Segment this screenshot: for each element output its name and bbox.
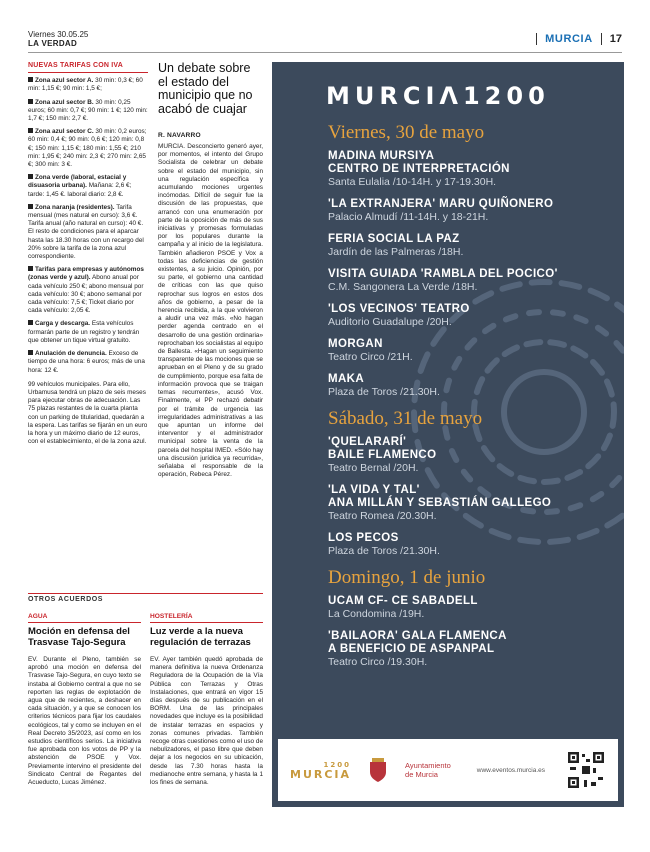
- article-byline: R. NAVARRO: [158, 132, 201, 139]
- tariff-item: [28, 320, 148, 345]
- page-header-right: [536, 33, 622, 45]
- event-item: [328, 150, 608, 189]
- otros-acuerdos: [28, 596, 263, 787]
- bullet-square-icon: [28, 174, 33, 179]
- event-venue-time: Palacio Almudí /11-14H. y 18-21H.: [328, 211, 489, 223]
- bullet-square-icon: [28, 266, 33, 271]
- event-name: FERIA SOCIAL LA PAZ: [328, 233, 460, 245]
- event-venue-time: Teatro Bernal /20H.: [328, 462, 419, 474]
- event-name-line2: ANA MILLÁN Y SEBASTIÁN GALLEGO: [328, 497, 552, 509]
- ayuntamiento-line: de Murcia: [405, 770, 438, 779]
- page-number: 17: [609, 33, 622, 45]
- event-venue-time: C.M. Sangonera La Verde /18H.: [328, 281, 478, 293]
- bullet-square-icon: [28, 77, 33, 82]
- event-name: 'BAILAORA' GALA FLAMENCA: [328, 630, 507, 642]
- qr-code-icon[interactable]: [566, 750, 606, 790]
- day-heading: Sábado, 31 de mayo: [328, 408, 483, 429]
- acuerdo-title: Luz verde a la nueva regulación de terrazas: [150, 626, 251, 648]
- event-name: 'QUELARARÍ': [328, 436, 407, 448]
- event-venue-time: Teatro Circo /19.30H.: [328, 656, 428, 668]
- events-url[interactable]: www.eventos.murcia.es: [476, 766, 546, 774]
- event-name: MORGAN: [328, 338, 383, 350]
- newspaper-name: LA VERDAD: [28, 39, 78, 48]
- tariff-text: Esta vehículos formarán parte de un registro y tendrán que obtener un tique virtual gratuito.: [28, 320, 140, 344]
- issue-date: Viernes 30.05.25: [28, 30, 89, 39]
- tariff-head: Zona azul sector C.: [35, 128, 94, 136]
- event-item: [328, 233, 608, 259]
- tariffs-continuation: 99 vehículos municipales. Para ello, Urbamusa tendrá un plazo de seis meses para ejecutar obras de adecuación. Las 75 plazas restantes de la cuarta planta con un parking de titularidad, quedarán a la espera. Las tarifas se fijarán en un euro la hora y un máximo diario de 12 euros, con el establecimiento, el de la zona azul.: [28, 380, 148, 446]
- event-name-line2: A BENEFICIO DE ASPANPAL: [328, 643, 495, 655]
- event-item: [328, 268, 608, 294]
- section-name: MURCIA: [545, 33, 593, 45]
- event-venue-time: Santa Eulalia /10-14H. y 17-19.30H.: [328, 176, 497, 188]
- tariff-head: Zona azul sector B.: [35, 98, 94, 106]
- day-heading: Domingo, 1 de junio: [328, 567, 486, 588]
- bullet-square-icon: [28, 99, 33, 104]
- footer-logo: [290, 760, 351, 780]
- tariff-head: Tarifas para empresas y autónomos (zonas verde y azul).: [28, 266, 144, 282]
- footer-logo-number: 1200: [323, 761, 352, 769]
- tariff-item: [28, 350, 148, 375]
- coat-of-arms-icon: [367, 757, 389, 783]
- tariff-text: 30 min: 0,3 €; 60 min: 1,15 €; 90 min: 1,5 €;: [28, 77, 143, 93]
- event-item: [328, 532, 608, 558]
- tariff-item: [28, 174, 148, 199]
- bullet-square-icon: [28, 128, 33, 133]
- event-name: UCAM CF- CE SABADELL: [328, 595, 478, 607]
- article: [158, 62, 263, 479]
- tariff-text: Abono anual por cada vehículo 250 €; abono mensual por cada vehículo: 30 €; abono semanal por cada vehículo: 7,5 €; Ticket diario por cada vehículo: 2,05 €.: [28, 274, 144, 315]
- header-rule: [28, 52, 622, 53]
- article-headline: Un debate sobre el estado del municipio que no acabó de cuajar: [158, 61, 253, 116]
- footer-logo-text: MURCIA: [290, 768, 352, 781]
- acuerdo-body: EV. Durante el Pleno, también se aprobó una moción en defensa del Trasvase Tajo-Segura, en cuyo texto se instaba al Gobierno central a que no se reporten las reglas de explotación de agua que de recientes, a deshacer en cada situación, y a que se conocen los criterios técnicos para fijar los caudales ecológicos, tal y como se incluyen en el Real Decreto 35/2023, así como en los estudios científicos serios. La iniciativa fue aprobada con los votos de PP y la abstención de PSOE y Vox. Previamente intervino el presidente del Sindicato Central de Regantes del Acueducto, Lucas Jiménez.: [28, 656, 141, 787]
- tariff-text: Exceso de tiempo de una hora: 6 euros; más de una hora: 12 €.: [28, 350, 145, 374]
- event-venue-time: Teatro Circo /21H.: [328, 351, 413, 363]
- tariff-head: Carga y descarga.: [35, 320, 91, 328]
- tariff-text: Mañana: 2,6 €; tarde: 1,45 €. laboral diario: 2,8 €.: [28, 182, 132, 198]
- bullet-square-icon: [28, 350, 33, 355]
- acuerdos-title: OTROS ACUERDOS: [28, 596, 104, 603]
- tariff-item: [28, 204, 148, 261]
- bullet-square-icon: [28, 204, 33, 209]
- event-name-line2: BAILE FLAMENCO: [328, 449, 437, 461]
- event-venue-time: Plaza de Toros /21.30H.: [328, 386, 440, 398]
- ayuntamiento-name: [405, 761, 451, 779]
- murcia-1200-ad: [272, 62, 624, 807]
- tariff-head: Zona verde (laboral, estacial y disuasoria urbana).: [28, 174, 127, 190]
- acuerdos-rule: [28, 593, 263, 594]
- tariff-item: [28, 128, 148, 169]
- tariff-item: [28, 99, 148, 124]
- event-item: [328, 373, 608, 399]
- tariff-head: Anulación de denuncia.: [35, 350, 107, 358]
- event-name: 'LOS VECINOS' TEATRO: [328, 303, 470, 315]
- acuerdo-item: [28, 613, 141, 787]
- event-item: [328, 484, 608, 523]
- event-venue-time: Plaza de Toros /21.30H.: [328, 545, 440, 557]
- event-list: [328, 120, 608, 678]
- event-item: [328, 436, 608, 475]
- header-divider: [536, 33, 537, 45]
- acuerdo-item: [150, 613, 263, 787]
- tariff-head: Zona naranja (residentes).: [35, 203, 115, 211]
- event-name: VISITA GUIADA 'RAMBLA DEL POCICO': [328, 268, 558, 280]
- ayuntamiento-line: Ayuntamiento: [405, 761, 451, 770]
- event-venue-time: Teatro Romea /20.30H.: [328, 510, 437, 522]
- event-name-line2: CENTRO DE INTERPRETACIÓN: [328, 163, 510, 175]
- event-name: MADINA MURSIYA: [328, 150, 435, 162]
- event-name: 'LA EXTRANJERA' MARU QUIÑONERO: [328, 198, 554, 210]
- tariff-text: 30 min: 0,25 euros; 60 min: 0,7 €; 90 min: 1 €; 120 min: 1,7 €; 150 min: 2,7 €.: [28, 98, 148, 123]
- tariff-item: [28, 77, 148, 93]
- acuerdo-body: EV. Ayer también quedó aprobada de manera definitiva la nueva Ordenanza Reguladora de la Ocupación de la Vía Pública con Terrazas y Otras Instalaciones, que entrará en vigor 15 días después de su publicación en el BORM. Una de las principales novedades que incluye es la posibilidad de instalar terrazas en espacios y zonas comunes privadas. También recoge otras cuestiones como el uso de nebulizadores, el paso libre que deben dejar a los negocios en su ubicación, desde las 7.30 horas hasta la medianoche entre semana, y hasta la 1 los fines de semana.: [150, 656, 263, 787]
- event-name: 'LA VIDA Y TAL': [328, 484, 420, 496]
- event-venue-time: Auditorio Guadalupe /20H.: [328, 316, 452, 328]
- acuerdo-tag: HOSTELERÍA: [150, 613, 263, 623]
- event-item: [328, 303, 608, 329]
- page-header-left: [28, 30, 88, 48]
- event-item: [328, 630, 608, 669]
- tariff-head: Zona azul sector A.: [35, 77, 94, 85]
- tariff-text: Tarifa mensual (mes natural en curso): 3,6 €. Tarifa anual (año natural en curso): 40 €. El resto de condiciones para el aparcar hasta las 18.30 horas con un recargo del 20% sobre la tarifa de la zona azul correspondiente.: [28, 203, 144, 261]
- event-name: LOS PECOS: [328, 532, 399, 544]
- event-venue-time: Jardín de las Palmeras /18H.: [328, 246, 464, 258]
- tariffs-list: [28, 77, 148, 375]
- event-item: [328, 198, 608, 224]
- tariff-text: 30 min: 0,2 euros; 60 min: 0,4 €; 90 min: 0,6 €; 120 min: 0,8 €; 150 min: 1,15 €; 180 min: 1,55 €; 210 min: 1,95 €; 240 min: 2,3 €; 270 min: 2,65 €; 300 min: 3 €.: [28, 128, 147, 169]
- tariffs-box: [28, 62, 148, 446]
- event-item: [328, 338, 608, 364]
- murcia-1200-logo: MURCIΛ1200: [326, 82, 550, 110]
- day-heading: Viernes, 30 de mayo: [328, 122, 485, 143]
- tariffs-title: NUEVAS TARIFAS CON IVA: [28, 62, 148, 73]
- header-divider: [601, 33, 602, 45]
- article-body: MURCIA. Desconcierto generó ayer, por momentos, el intento del Grupo Socialista de celebrar un debate sobre el estado del municipio, sin una regulación específica y acumulando mociones urgentes incómodas. Difícil de seguir fue la discusión de las propuestas, que arrancó con una enumeración por parte de la oposición de más de sus iniciativas y promesas formuladas por los populares durante la campaña y al inicio de la legislatura. También añadieron PSOE y Vox a todas las deficiencias de gestión existentes, a su juicio. Opinión, por su parte, el gobierno una cantidad de críticas con las que quiso reprochar sus logros en estos dos años de gobierno, a pesar de la herencia recibida, a la que volvieron a aludir una vez más. «No hagan perder agenda centrado en el desarrollo de una gestión ordinaria» reprochaban los socialistas al equipo de Ballesta. «Hagan un seguimiento transparente de las mociones que se aprueban en el Pleno y de su grado de cumplimiento, porque esa falta de información provoca que se traigan temas recurrentes», acusó Vox. Finalmente, el PP rechazó debatir por el trámite de urgencia las irregularidades administrativas a las que apuntan un informe del interventor y el administrador municipal sobre la venta de la parcela del hospital IMED. «Sólo hay una discusión jurídica ya recurrida», señalaba el responsable de la operación, Rebeca Pérez.: [158, 143, 263, 479]
- bullet-square-icon: [28, 320, 33, 325]
- event-item: [328, 595, 608, 621]
- acuerdo-title: Moción en defensa del Trasvase Tajo-Segura: [28, 626, 130, 648]
- ad-footer: [272, 739, 624, 807]
- event-venue-time: La Condomina /19H.: [328, 608, 425, 620]
- tariff-item: [28, 266, 148, 315]
- acuerdo-tag: AGUA: [28, 613, 141, 623]
- event-name: MAKA: [328, 373, 365, 385]
